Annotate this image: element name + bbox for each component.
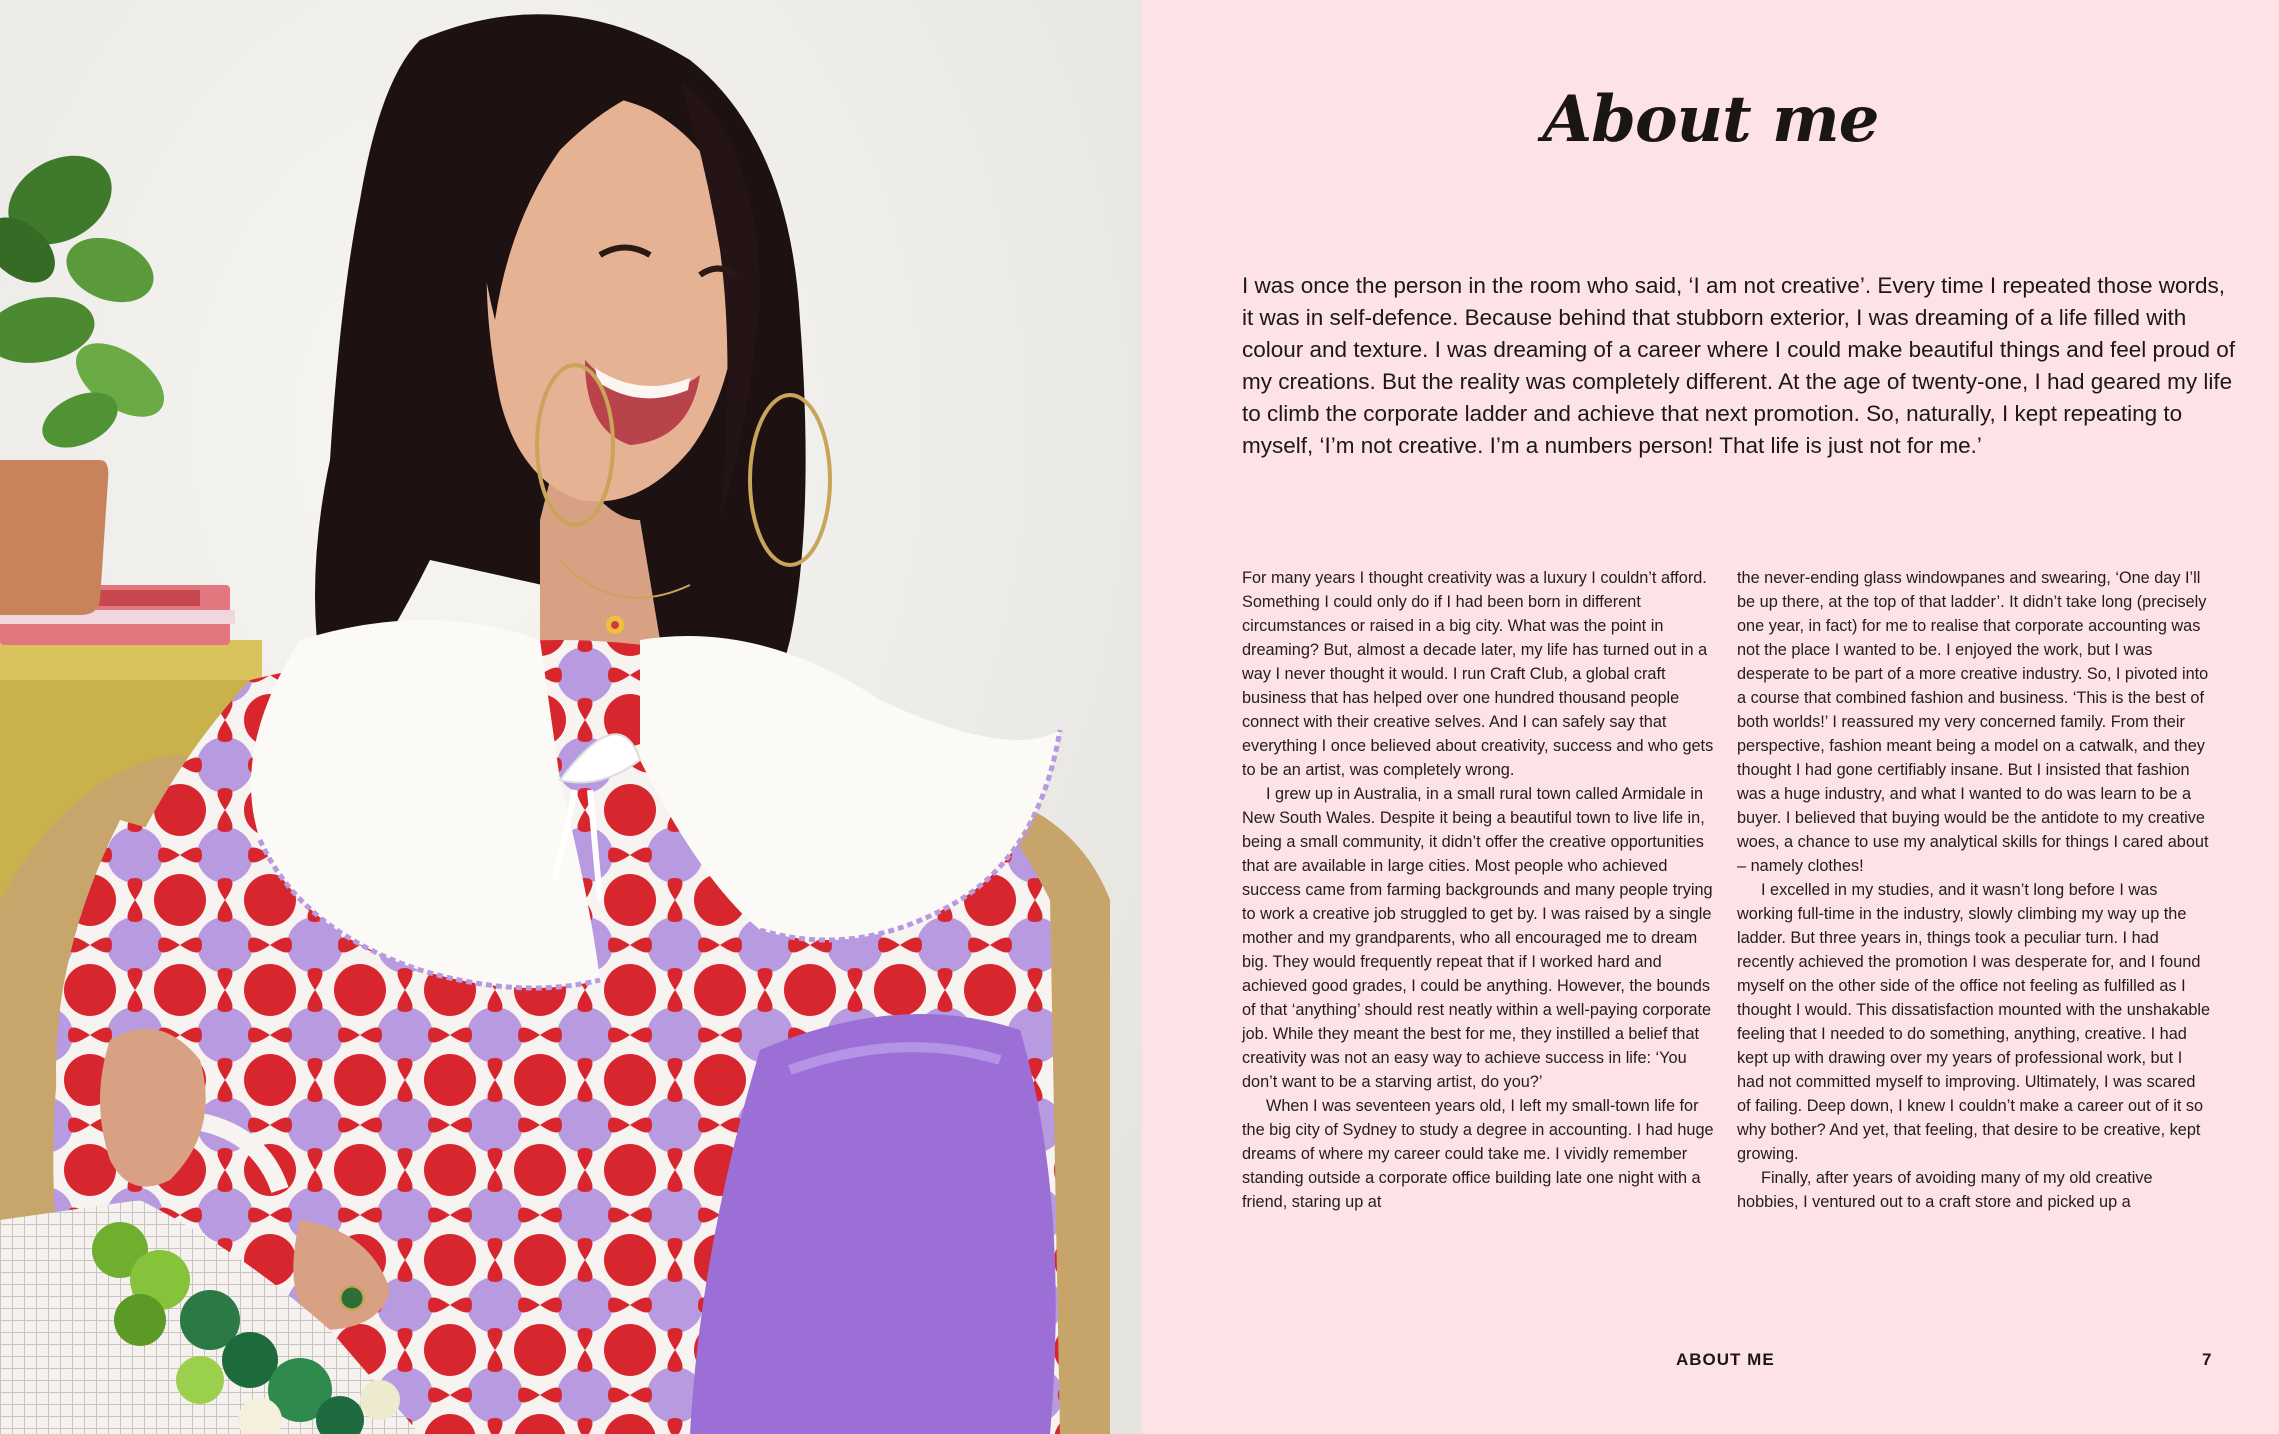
intro-paragraph: I was once the person in the room who said, ‘I am not creative’. Every time I repeated those words, it was in self-defence. Because behind that stubborn exterior, I was dreaming of a life filled with colour and texture. I was dreaming of a career where I could make beautiful things and feel proud of my creations. But the reality was completely different. At the age of twenty-one, I had geared my life to climb the corporate ladder and achieve that next promotion. So, naturally, I kept repeating to myself, ‘I’m not creative. I’m a numbers person! That life is just not for me.’ <box>1242 273 2236 458</box>
body-column-left <box>1242 566 1718 1214</box>
body-paragraph: I grew up in Australia, in a small rural town called Armidale in New South Wales. Despite it being a beautiful town to live life in, being a small community, it didn’t offer the creative opportunities that are available in large cities. Most people who achieved success came from farming backgrounds and many people trying to work a creative job struggled to get by. I was raised by a single mother and my grandparents, who all encouraged me to dream big. They would frequently repeat that if I worked hard and achieved good grades, I could be anything. However, the bounds of that ‘anything’ should rest neatly within a well-paying corporate job. While they meant the best for me, they instilled a belief that creativity was not an easy way to achieve success in life: ‘You don’t want to be a starving artist, do you?’ <box>1242 785 1713 1091</box>
page-number: 7 <box>2202 1350 2212 1369</box>
text-page <box>1142 0 2279 1434</box>
running-footer: ABOUT ME <box>1676 1350 1775 1369</box>
body-paragraph: Finally, after years of avoiding many of my old creative hobbies, I ventured out to a craft store and picked up a <box>1737 1169 2153 1211</box>
body-paragraph: For many years I thought creativity was a luxury I couldn’t afford. Something I could only do if I had been born in different circumstances or raised in a big city. What was the point in dreaming? But, almost a decade later, my life has turned out in a way I never thought it would. I run Craft Club, a global craft business that has helped over one hundred thousand people connect with their creative selves. And I can safely say that everything I once believed about creativity, success and who gets to be an artist, was completely wrong. <box>1242 569 1714 779</box>
body-paragraph: I excelled in my studies, and it wasn’t long before I was working full-time in the industry, slowly climbing my way up the ladder. But three years in, things took a peculiar turn. I had recently achieved the promotion I was desperate for, and I found myself on the other side of the office not feeling as fulfilled as I thought I would. This dissatisfaction mounted with the unshakable feeling that I needed to do something, anything, creative. I had kept up with drawing over my years of professional work, but I had not committed myself to improving. Ultimately, I was scared of failing. Deep down, I knew I couldn’t make a career out of it so why bother? And yet, that feeling, that desire to be creative, kept growing. <box>1737 881 2211 1163</box>
body-column-right <box>1737 566 2213 1214</box>
body-paragraph: the never-ending glass windowpanes and swearing, ‘One day I’ll be up there, at the top of that ladder’. It didn’t take long (precisely one year, in fact) for me to realise that corporate accounting was not the place I wanted to be. I enjoyed the work, but I was desperate to be part of a more creative industry. So, I pivoted into a course that combined fashion and business. ‘This is the best of both worlds!’ I reassured my very concerned family. From their perspective, fashion meant being a model on a catwalk, and they thought I had gone certifiably insane. But I insisted that fashion was a huge industry, and what I wanted to do was learn to be a buyer. I believed that buying would be the antidote to my creative woes, a chance to use my analytical skills for things I cared about – namely clothes! <box>1737 569 2209 875</box>
page-title: About me <box>1542 82 1879 157</box>
body-paragraph: When I was seventeen years old, I left my small-town life for the big city of Sydney to study a degree in accounting. I had huge dreams of where my career could take me. I vividly remember standing outside a corporate office building late one night with a friend, staring up at <box>1242 1097 1714 1211</box>
